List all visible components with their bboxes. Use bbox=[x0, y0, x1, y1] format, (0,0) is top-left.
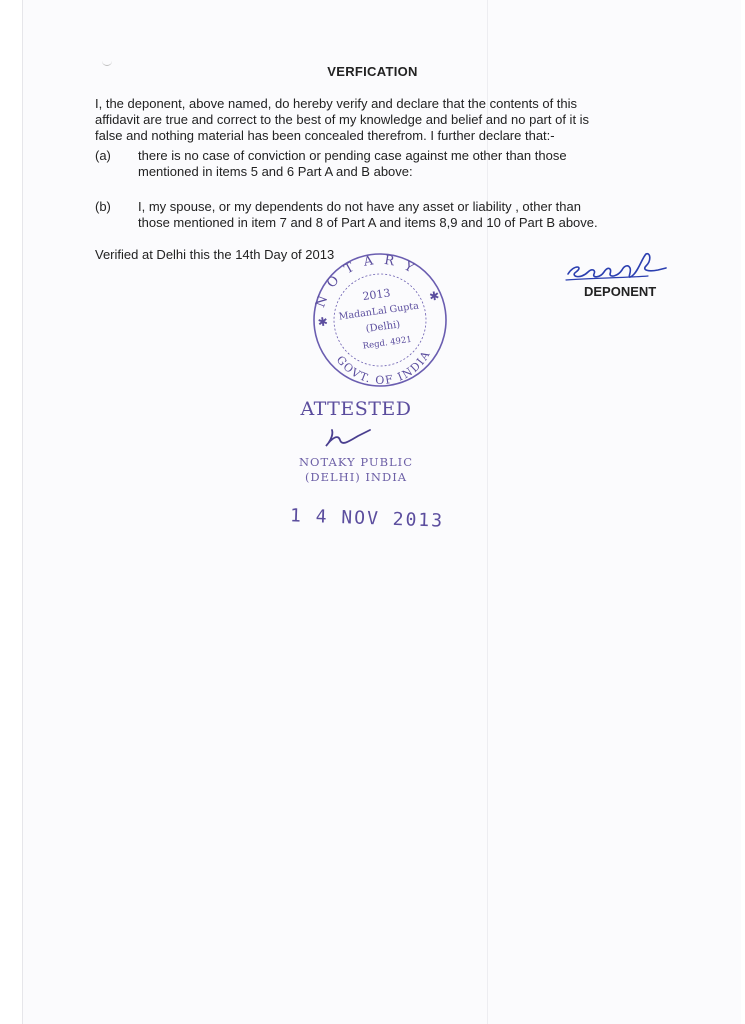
declaration-paragraph bbox=[95, 96, 665, 144]
item-line: those mentioned in item 7 and 8 of Part A and items 8,9 and 10 of Part B above. bbox=[138, 215, 598, 230]
item-label: (b) bbox=[95, 199, 111, 214]
notary-public-stamp-line: NOTAKY PUBLIC bbox=[298, 455, 414, 469]
seal-registration: Regd. 4921 bbox=[362, 334, 413, 352]
item-line: mentioned in items 5 and 6 Part A and B above: bbox=[138, 164, 413, 179]
attested-stamp: ATTESTED bbox=[300, 398, 412, 420]
item-text bbox=[138, 199, 598, 231]
verified-at-line: Verified at Delhi this the 14th Day of 2013 bbox=[95, 247, 335, 262]
item-line: there is no case of conviction or pending case against me other than those bbox=[138, 148, 567, 163]
declaration-line: I, the deponent, above named, do hereby verify and declare that the contents of this bbox=[95, 96, 578, 111]
seal-bottom-arc-text: GOVT. OF INDIA bbox=[333, 347, 434, 387]
date-stamp: 1 4 NOV 2013 bbox=[289, 505, 445, 532]
seal-star-icon: ✱ bbox=[316, 314, 329, 330]
declaration-line: false and nothing material has been concealed therefrom. I further declare that:- bbox=[95, 128, 555, 143]
item-line: I, my spouse, or my dependents do not have any asset or liability , other than bbox=[138, 199, 581, 214]
seal-star-icon: ✱ bbox=[428, 288, 441, 304]
item-label: (a) bbox=[95, 148, 111, 163]
seal-place: (Delhi) bbox=[365, 319, 401, 336]
item-text bbox=[138, 148, 567, 180]
deponent-label: DEPONENT bbox=[584, 284, 657, 299]
seal-top-arc-text: N O T A R Y bbox=[313, 252, 419, 310]
seal-year: 2013 bbox=[361, 286, 392, 304]
notary-seal-stamp bbox=[300, 250, 460, 390]
seal-notary-name: MadanLal Gupta bbox=[338, 300, 420, 323]
declaration-line: affidavit are true and correct to the best of my knowledge and belief and no part of it is bbox=[95, 112, 590, 127]
notary-public-stamp-line: (DELHI) INDIA bbox=[304, 470, 408, 484]
notary-initials-signature bbox=[318, 424, 378, 452]
document-title: VERFICATION bbox=[327, 64, 418, 79]
